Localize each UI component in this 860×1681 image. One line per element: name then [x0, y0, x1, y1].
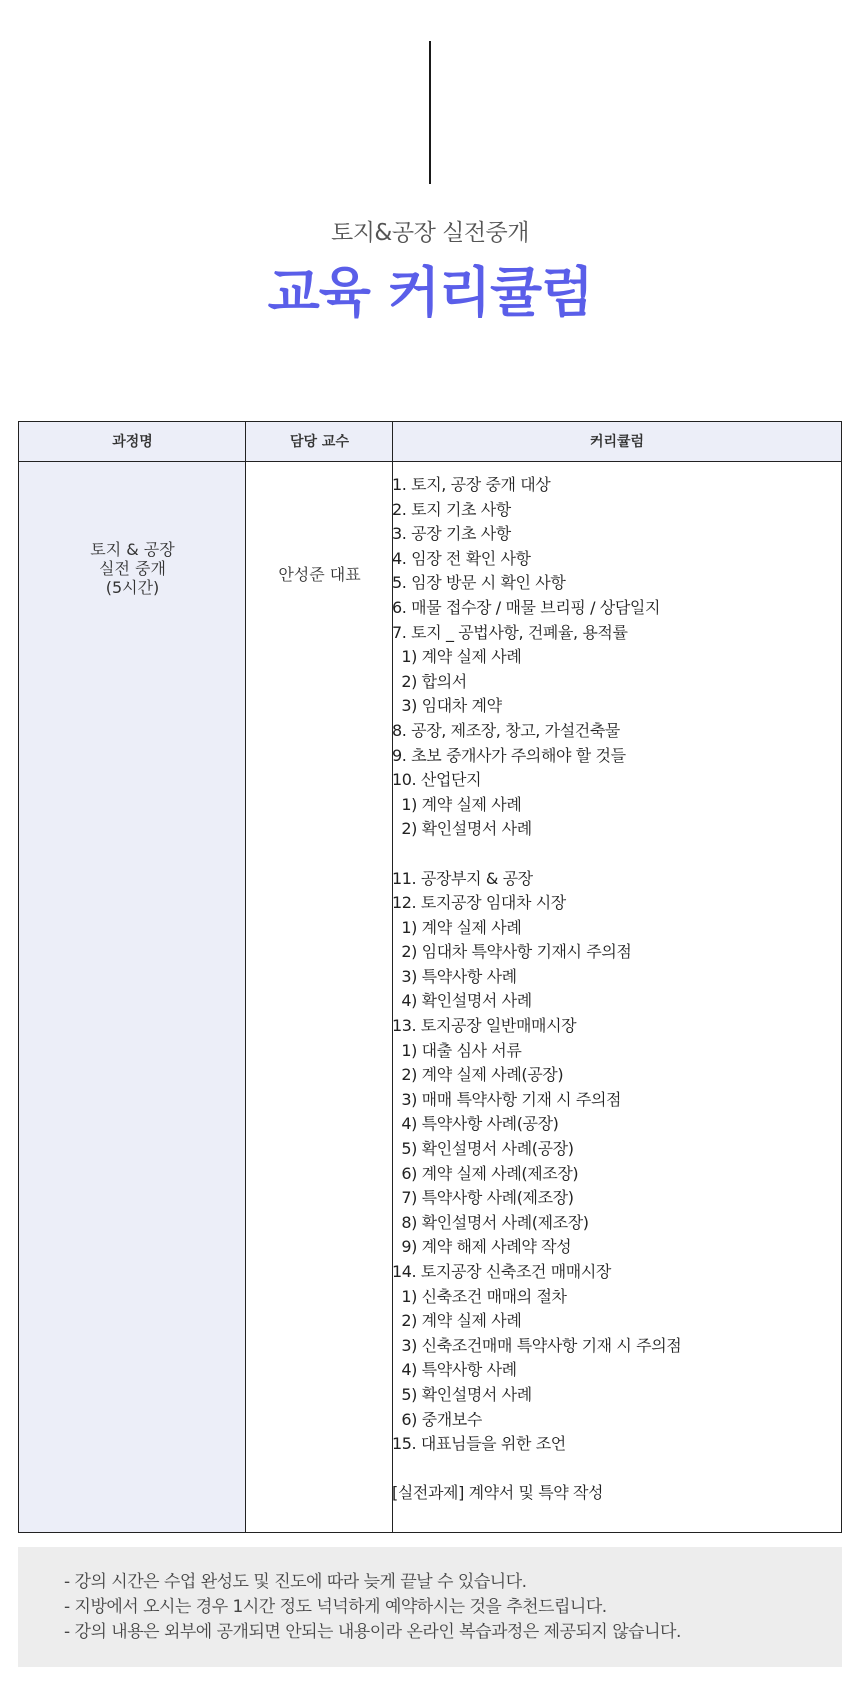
curriculum-item: 1. 토지, 공장 중개 대상	[392, 475, 551, 494]
curriculum-item: 9. 초보 중개사가 주의해야 할 것들	[392, 745, 626, 765]
course-line: 토지 & 공장	[90, 540, 175, 559]
curriculum-item	[392, 842, 822, 867]
curriculum-item: 1) 신축조건 매매의 절차	[392, 1286, 567, 1306]
curriculum-item: 9) 계약 해제 사례약 작성	[392, 1237, 572, 1257]
note-line: - 지방에서 오시는 경우 1시간 정도 넉넉하게 예약하시는 것을 추천드립니다.	[64, 1597, 607, 1617]
curriculum-item: 3) 신축조건매매 특약사항 기재 시 주의점	[392, 1335, 682, 1355]
course-line: 실전 중개	[99, 559, 166, 578]
curriculum-item	[392, 1457, 822, 1482]
curriculum-item: 11. 공장부지 & 공장	[392, 868, 533, 888]
curriculum-item: 2. 토지 기초 사항	[392, 499, 511, 519]
curriculum-item: 4. 임장 전 확인 사항	[392, 548, 531, 568]
course-name	[19, 540, 246, 597]
curriculum-item: 3. 공장 기초 사항	[392, 524, 511, 544]
curriculum-item: [실전과제] 계약서 및 특약 작성	[392, 1483, 604, 1503]
curriculum-item: 6. 매물 접수장 / 매물 브리핑 / 상담일지	[392, 597, 661, 617]
header-divider	[245, 422, 246, 462]
curriculum-item: 6) 계약 실제 사례(제조장)	[392, 1163, 579, 1183]
curriculum-item: 5) 확인설명서 사례(공장)	[392, 1139, 574, 1159]
notes-box	[18, 1547, 842, 1667]
curriculum-item: 2) 합의서	[392, 671, 467, 691]
curriculum-item: 2) 확인설명서 사례	[392, 819, 532, 839]
header-curriculum: 커리큘럼	[589, 434, 645, 450]
curriculum-item: 4) 특약사항 사례(공장)	[392, 1114, 559, 1134]
page-title: 교육 커리큘럼	[267, 261, 593, 324]
curriculum-item: 13. 토지공장 일반매매시장	[392, 1016, 577, 1036]
header-professor: 담당 교수	[290, 434, 349, 450]
curriculum-item: 1) 계약 실제 사례	[392, 647, 522, 667]
curriculum-item: 4) 확인설명서 사례	[392, 991, 532, 1011]
professor-column	[246, 422, 393, 1532]
curriculum-item: 3) 매매 특약사항 기재 시 주의점	[392, 1089, 622, 1109]
professor-name: 안성준 대표	[278, 565, 361, 584]
header-divider	[392, 422, 393, 462]
curriculum-list	[392, 473, 822, 1506]
header-course: 과정명	[112, 434, 153, 450]
curriculum-item: 5) 확인설명서 사례	[392, 1384, 532, 1404]
curriculum-item: 1) 대출 심사 서류	[392, 1040, 522, 1060]
note-line: - 강의 시간은 수업 완성도 및 진도에 따라 늦게 끝날 수 있습니다.	[64, 1572, 527, 1592]
curriculum-item: 8) 확인설명서 사례(제조장)	[392, 1212, 589, 1232]
curriculum-item: 7) 특약사항 사례(제조장)	[392, 1188, 574, 1208]
course-line: (5시간)	[105, 578, 160, 597]
curriculum-item: 7. 토지 _ 공법사항, 건폐율, 용적률	[392, 622, 628, 642]
curriculum-item: 2) 임대차 특약사항 기재시 주의점	[392, 942, 632, 962]
curriculum-item: 4) 특약사항 사례	[392, 1360, 517, 1380]
note-line: - 강의 내용은 외부에 공개되면 안되는 내용이라 온라인 복습과정은 제공되지 않습니다.	[64, 1622, 681, 1642]
curriculum-item: 12. 토지공장 임대차 시장	[392, 893, 566, 913]
curriculum-item: 5. 임장 방문 시 확인 사항	[392, 573, 566, 593]
curriculum-item: 15. 대표님들을 위한 조언	[392, 1434, 566, 1454]
curriculum-item: 3) 특약사항 사례	[392, 966, 517, 986]
curriculum-item: 6) 중개보수	[392, 1409, 482, 1429]
curriculum-item: 2) 계약 실제 사례	[392, 1311, 522, 1331]
curriculum-item: 3) 임대차 계약	[392, 696, 502, 716]
vertical-divider	[429, 41, 431, 184]
curriculum-item: 8. 공장, 제조장, 창고, 가설건축물	[392, 720, 620, 740]
table-header-row	[19, 422, 841, 462]
curriculum-item: 2) 계약 실제 사례(공장)	[392, 1065, 564, 1085]
page-subtitle: 토지&공장 실전중개	[331, 220, 529, 246]
curriculum-item: 1) 계약 실제 사례	[392, 917, 522, 937]
curriculum-item: 1) 계약 실제 사례	[392, 794, 522, 814]
curriculum-item: 10. 산업단지	[392, 770, 482, 790]
curriculum-item: 14. 토지공장 신축조건 매매시장	[392, 1262, 611, 1281]
